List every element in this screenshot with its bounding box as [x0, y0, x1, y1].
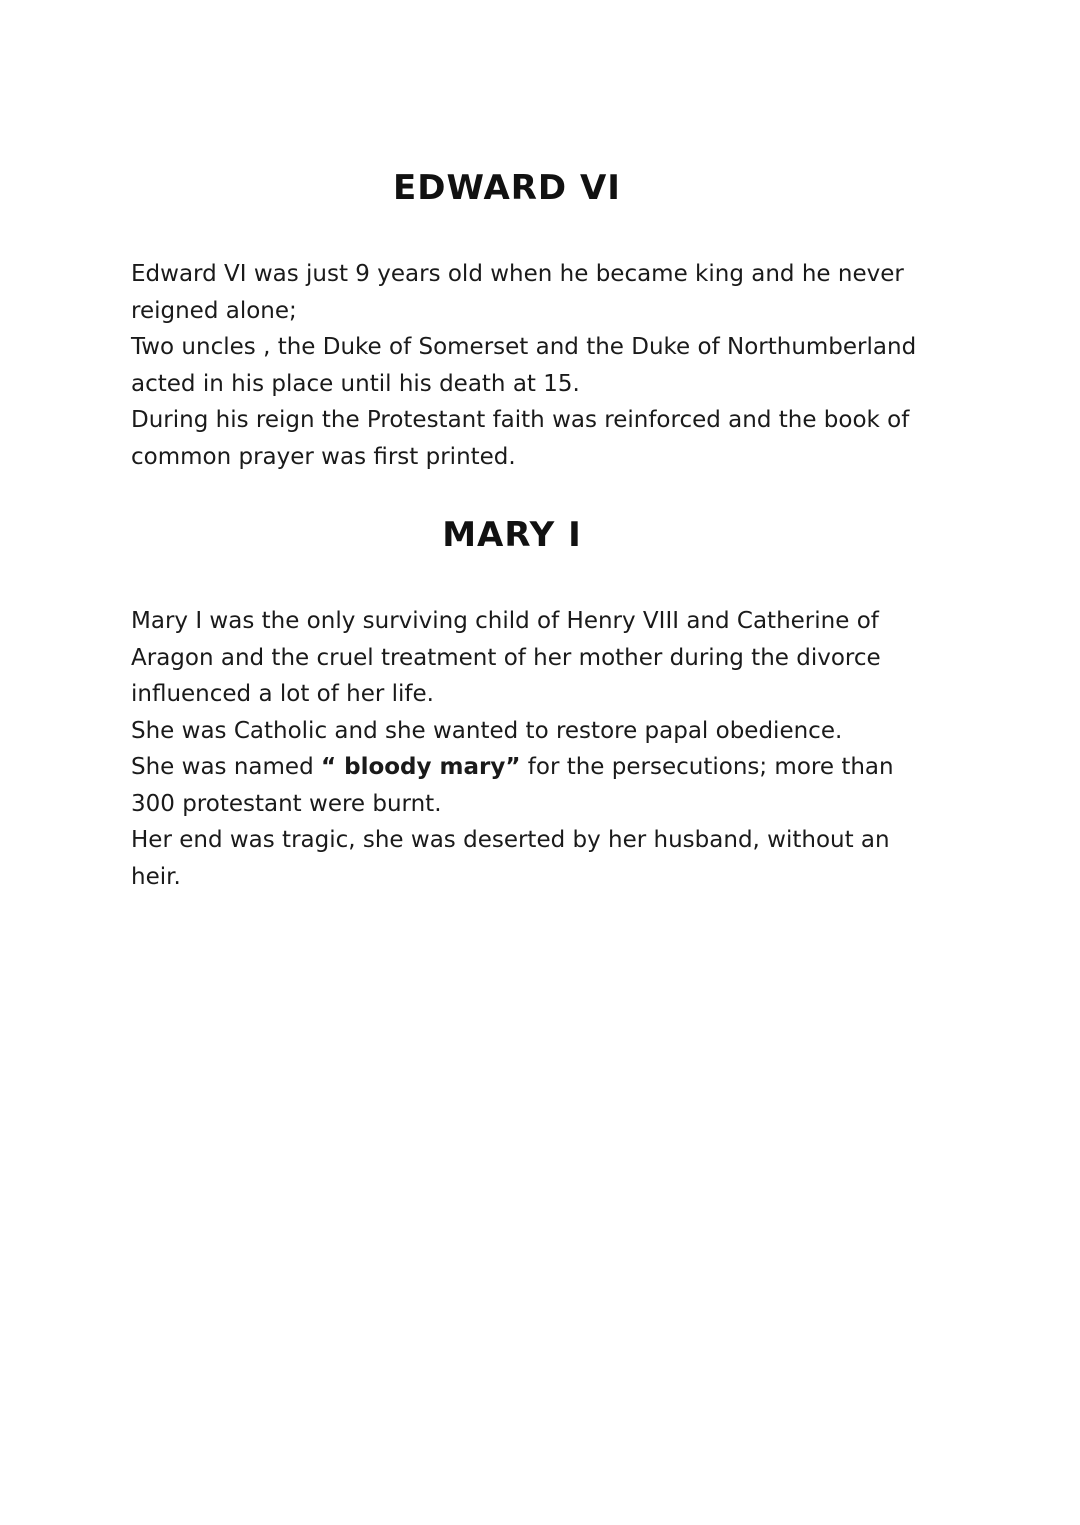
paragraph-line: heir.: [131, 863, 181, 890]
paragraph-line: Aragon and the cruel treatment of her mother during the divorce: [131, 644, 881, 671]
paragraph-line: She was Catholic and she wanted to restore papal obedience.: [131, 717, 843, 744]
paragraph-line: During his reign the Protestant faith was reinforced and the book of: [131, 407, 910, 433]
section-title-edward-vi: EDWARD VI: [393, 168, 621, 208]
paragraph-line: influenced a lot of her life.: [131, 681, 434, 707]
paragraph-line: Edward VI was just 9 years old when he became king and he never: [131, 261, 904, 287]
paragraph-line: Her end was tragic, she was deserted by her husband, without an: [131, 827, 890, 853]
paragraph-line: Mary I was the only surviving child of Henry VIII and Catherine of: [131, 608, 879, 634]
line-text-after: for the persecutions; more than: [520, 754, 894, 780]
section-body-mary-i: [131, 603, 961, 895]
section-title-mary-i: MARY I: [442, 515, 582, 555]
paragraph-line-with-emphasis: [131, 749, 961, 786]
paragraph-line: 300 protestant were burnt.: [131, 790, 442, 817]
paragraph-line: acted in his place until his death at 15.: [131, 370, 580, 397]
paragraph-line: common prayer was first printed.: [131, 443, 516, 470]
paragraph-line: reigned alone;: [131, 297, 297, 324]
section-body-edward-vi: [131, 256, 961, 475]
paragraph-line: Two uncles , the Duke of Somerset and the Duke of Northumberland: [131, 334, 917, 360]
bloody-mary-emphasis: “ bloody mary”: [320, 754, 521, 780]
line-text-before: She was named: [131, 754, 321, 780]
